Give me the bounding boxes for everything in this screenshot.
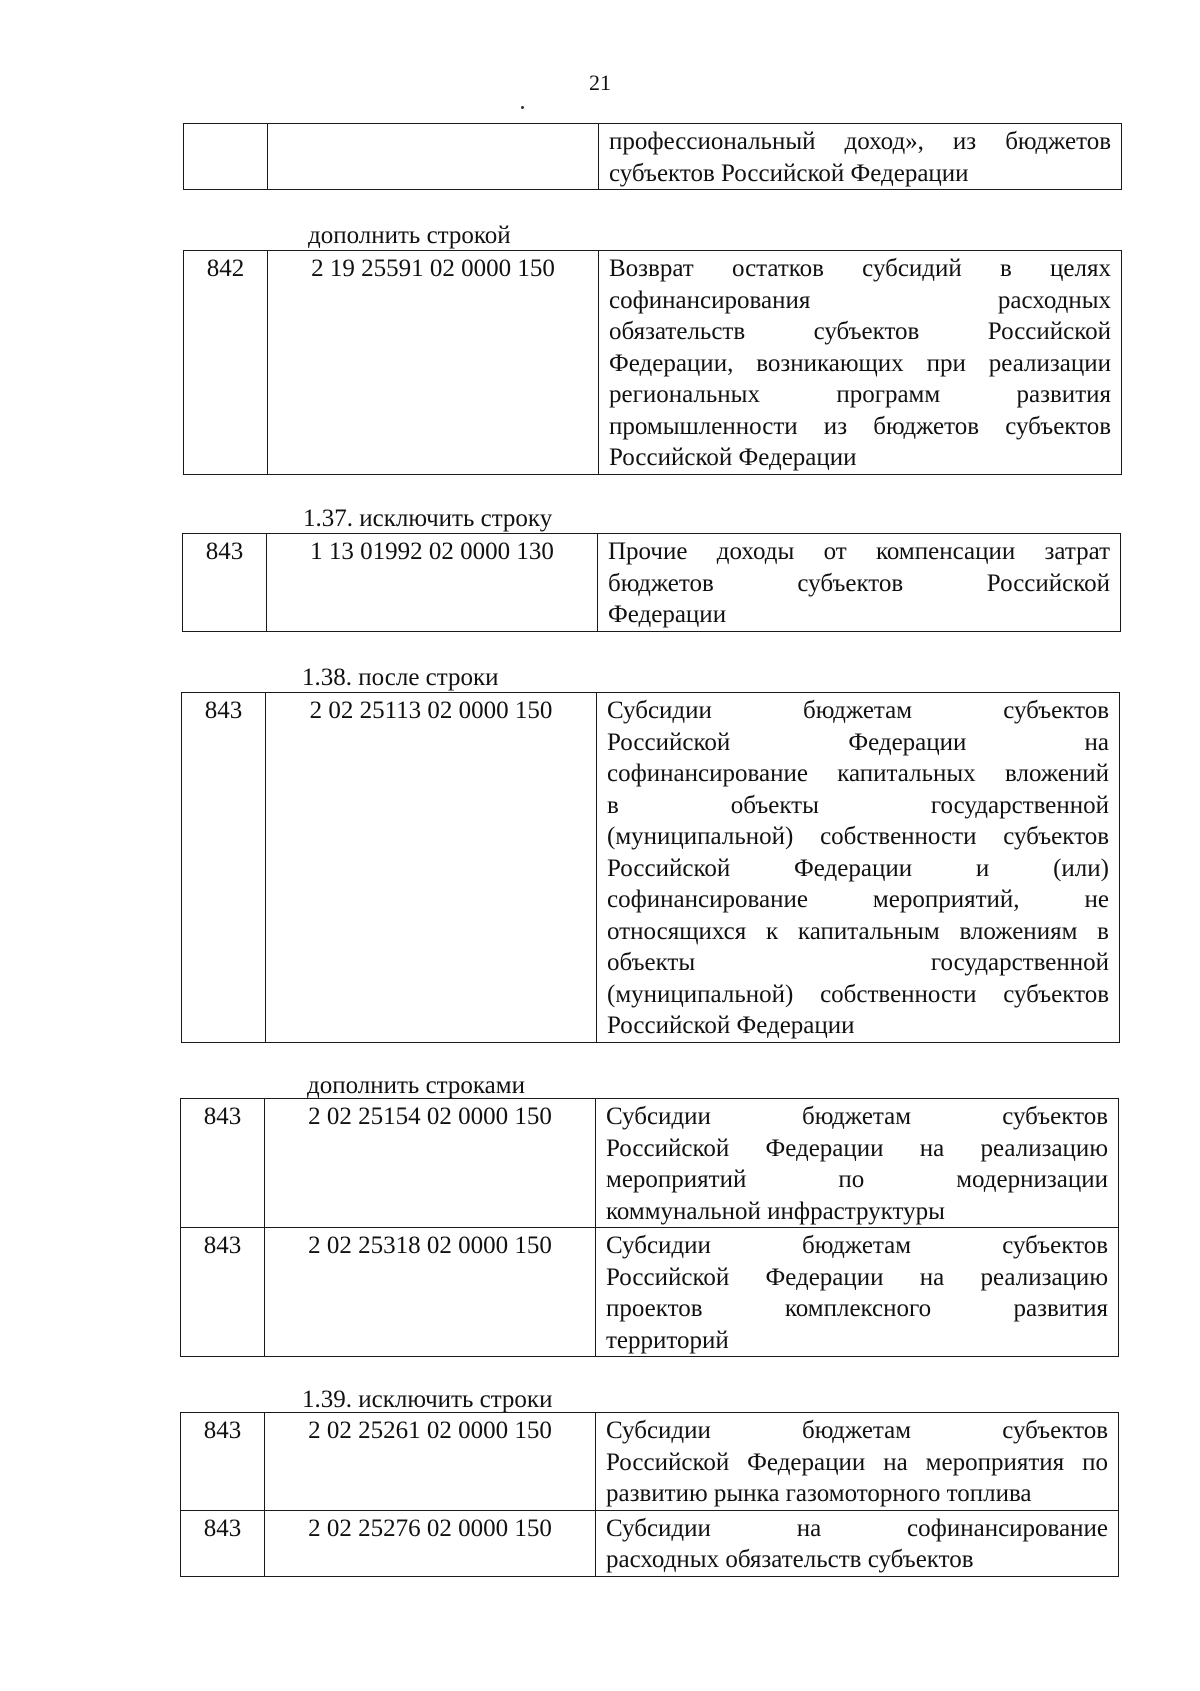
description-cell [596, 1510, 1119, 1576]
description-cell [596, 1099, 1119, 1228]
description-line: проектов комплексного развития [606, 1295, 1108, 1322]
admin-code-cell: 843 [181, 1228, 265, 1357]
description-cell [599, 251, 1122, 475]
section-table [183, 250, 1122, 475]
description-line: Российской Федерации на реализацию [606, 1263, 1108, 1291]
table-row [184, 124, 1122, 190]
table-row [181, 1099, 1119, 1228]
budget-code-cell: 2 02 25154 02 0000 150 [265, 1099, 596, 1228]
description-line: промышленности из бюджетов субъектов [609, 412, 1111, 440]
admin-code-cell [184, 124, 268, 190]
table-row [183, 534, 1121, 632]
section-caption: 1.38. после строки [302, 664, 499, 691]
description-line: Субсидии бюджетам субъектов [606, 1417, 1108, 1444]
description-line: Российской Федерации на мероприятия по [606, 1448, 1108, 1476]
description-cell [598, 534, 1121, 632]
table-row [184, 251, 1122, 475]
description-line: Российской Федерации [607, 1012, 855, 1039]
section-caption: 1.39. исключить строки [302, 1386, 553, 1413]
description-line: Прочие доходы от компенсации затрат [608, 538, 1110, 565]
description-line: бюджетов субъектов Российской [608, 569, 1110, 597]
description-cell [599, 124, 1122, 190]
description-line: Российской Федерации на [607, 728, 1109, 756]
description-line: софинансирование мероприятий, не [607, 886, 1109, 913]
description-cell [596, 1228, 1119, 1357]
description-line: Федерации, возникающих при реализации [609, 349, 1111, 377]
description-line: относящихся к капитальным вложениям в [607, 917, 1109, 945]
table-row [181, 1413, 1119, 1511]
description-line: мероприятий по модернизации [606, 1166, 1108, 1193]
table-row [181, 1510, 1119, 1576]
admin-code-cell: 843 [183, 534, 267, 632]
description-cell [597, 693, 1120, 1043]
admin-code-cell: 843 [181, 1413, 265, 1511]
section-caption: 1.37. исключить строку [303, 505, 553, 532]
admin-code-cell: 843 [181, 1099, 265, 1228]
section-table [180, 1412, 1119, 1577]
description-line: Российской Федерации на реализацию [606, 1134, 1108, 1162]
description-line: в объекты государственной [607, 791, 1109, 819]
description-line: Федерации [608, 601, 727, 628]
description-line: софинансирование капитальных вложений [607, 760, 1109, 787]
section-caption: дополнить строкой [308, 222, 511, 249]
description-line: развитию рынка газомоторного топлива [606, 1480, 1032, 1507]
description-line: Субсидии бюджетам субъектов [606, 1232, 1108, 1259]
description-cell [596, 1413, 1119, 1511]
description-line: субъектов Российской Федерации [609, 159, 969, 187]
budget-code-cell: 2 19 25591 02 0000 150 [268, 251, 599, 475]
budget-code-cell: 2 02 25113 02 0000 150 [266, 693, 597, 1043]
description-line: коммунальной инфраструктуры [606, 1197, 945, 1225]
continuation-table [183, 123, 1122, 190]
description-line: Российской Федерации [609, 444, 857, 471]
description-line: Возврат остатков субсидий в целях [609, 255, 1111, 282]
description-line: Российской Федерации и (или) [607, 854, 1109, 882]
description-line: обязательств субъектов Российской [609, 318, 1111, 345]
page-number: 21 [589, 70, 611, 95]
budget-code-cell: 2 02 25261 02 0000 150 [265, 1413, 596, 1511]
description-line: Субсидии бюджетам субъектов [607, 697, 1109, 724]
table-row [181, 1228, 1119, 1357]
budget-code-cell: 1 13 01992 02 0000 130 [267, 534, 598, 632]
scan-dot [521, 106, 524, 109]
budget-code-cell: 2 02 25318 02 0000 150 [265, 1228, 596, 1357]
budget-code-cell [268, 124, 599, 190]
description-line: Субсидии бюджетам субъектов [606, 1103, 1108, 1130]
description-line: Субсидии на софинансирование [606, 1514, 1108, 1542]
description-line: профессиональный доход», из бюджетов [609, 128, 1111, 155]
description-line: (муниципальной) собственности субъектов [607, 980, 1109, 1008]
admin-code-cell: 842 [184, 251, 268, 475]
admin-code-cell: 843 [182, 693, 266, 1043]
budget-code-cell: 2 02 25276 02 0000 150 [265, 1510, 596, 1576]
table-row [182, 693, 1120, 1043]
description-line: территорий [606, 1326, 729, 1354]
description-line: софинансирования расходных [609, 286, 1111, 314]
section-caption: дополнить строками [307, 1072, 525, 1099]
section-table [182, 533, 1121, 632]
section-table [180, 1098, 1119, 1357]
description-line: расходных обязательств субъектов [606, 1546, 974, 1573]
description-line: (муниципальной) собственности субъектов [607, 823, 1109, 850]
admin-code-cell: 843 [181, 1510, 265, 1576]
description-line: объекты государственной [607, 949, 1109, 976]
section-table [181, 692, 1120, 1043]
description-line: региональных программ развития [609, 381, 1111, 408]
